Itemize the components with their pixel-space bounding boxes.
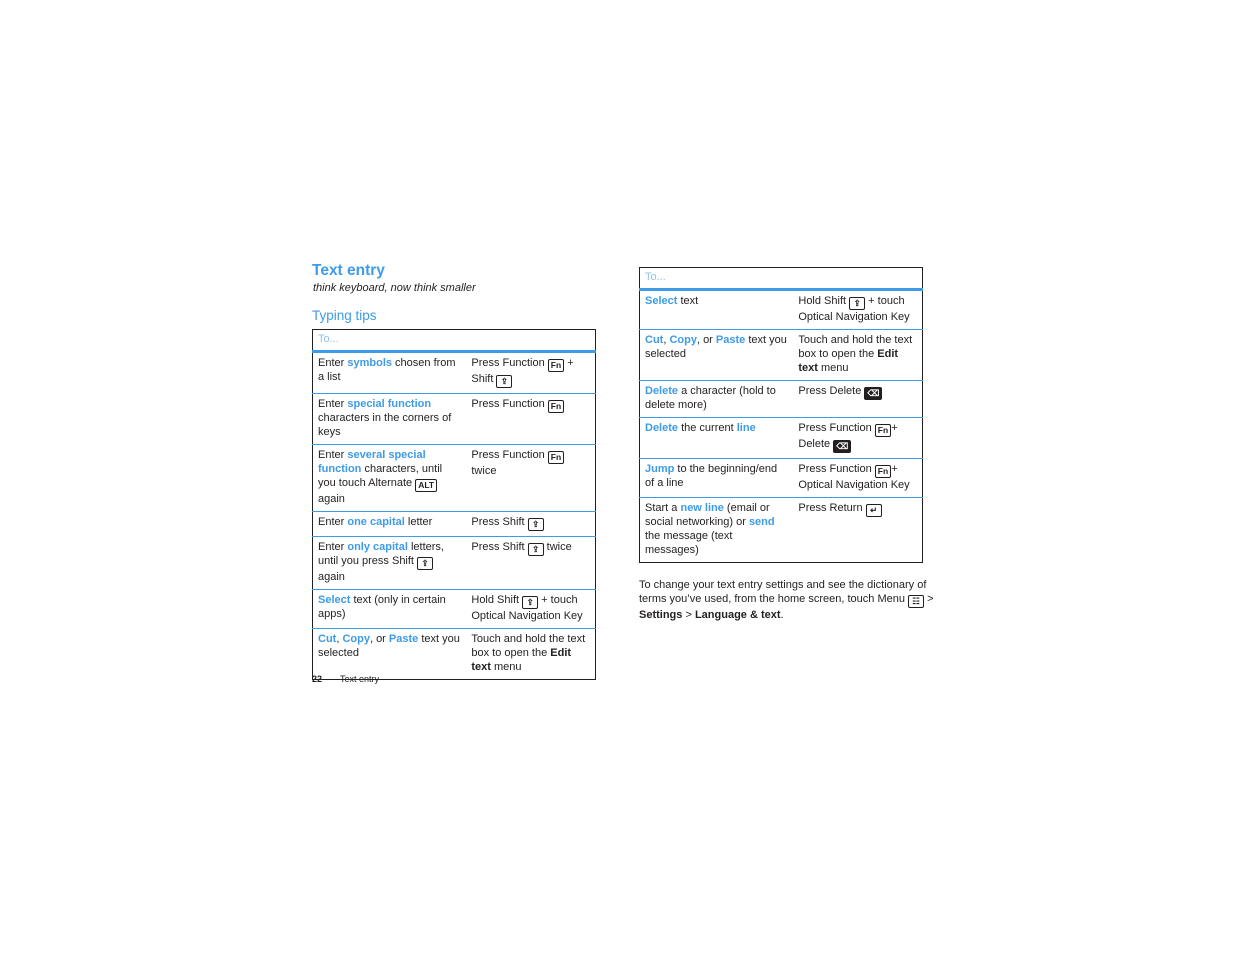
action-cell: Delete the current line	[640, 418, 794, 459]
keyword: Paste	[715, 334, 746, 346]
keyword: Copy	[342, 633, 370, 645]
table-row	[640, 418, 923, 459]
shift-key-icon: ⇪	[849, 297, 865, 310]
table-row	[640, 330, 923, 381]
method-cell: Press Function Fn + Delete ⌫	[793, 418, 922, 459]
action-cell: Enter only capital letters, until you press Shift ⇪ again	[313, 537, 467, 590]
delete-key-icon: ⌫	[833, 440, 851, 453]
shift-key-icon: ⇪	[496, 375, 512, 388]
method-cell: Press Function Fn + Shift ⇪	[471, 357, 574, 386]
delete-key-icon: ⌫	[864, 387, 882, 400]
function-key-icon: Fn	[548, 359, 564, 372]
action-cell: Delete a character (hold to delete more)	[640, 381, 794, 418]
keyword: Cut	[645, 334, 664, 346]
shift-key-icon: ⇪	[417, 557, 433, 570]
function-key-icon: Fn	[548, 400, 564, 413]
shift-key-icon: ⇪	[522, 596, 538, 609]
action-cell: Enter symbols chosen from a list	[318, 357, 456, 383]
keyword: special function	[347, 398, 432, 410]
keyword: Paste	[388, 633, 419, 645]
table-row	[313, 590, 596, 629]
keyword: Delete	[645, 422, 679, 434]
table-row	[313, 394, 596, 445]
table-header-row	[640, 268, 923, 290]
footer-section: Text entry	[340, 674, 380, 684]
table-row	[640, 498, 923, 563]
keyword: symbols	[347, 357, 392, 369]
table-header-label: To...	[640, 268, 923, 290]
method-cell: Press Function Fn + Optical Navigation Key	[793, 459, 922, 498]
action-cell: Jump to the beginning/end of a line	[640, 459, 794, 498]
alt-key-icon: ALT	[415, 479, 437, 492]
page-subtitle: think keyboard, now think smaller	[313, 282, 476, 294]
action-cell: Select text (only in certain apps)	[313, 590, 467, 629]
action-cell: Enter one capital letter	[313, 512, 467, 537]
typing-tips-table-right	[639, 267, 923, 563]
keyword: line	[736, 422, 756, 434]
method-cell: Press Return ↵	[793, 498, 922, 563]
keyword: one capital	[347, 516, 405, 528]
action-cell: Cut, Copy, or Paste text you selected	[640, 330, 794, 381]
action-cell: Select text	[645, 295, 699, 307]
return-key-icon: ↵	[866, 504, 882, 517]
action-cell: Enter special function characters in the corners of keys	[313, 394, 467, 445]
keyword: Delete	[645, 385, 679, 397]
method-cell: Press Shift ⇪	[466, 512, 595, 537]
keyword: send	[748, 516, 775, 528]
method-cell: Press Delete ⌫	[793, 381, 922, 418]
table-row	[313, 537, 596, 590]
language-text-label: Language & text	[694, 609, 781, 621]
shift-key-icon: ⇪	[528, 543, 544, 556]
keyword: Copy	[669, 334, 697, 346]
action-cell: Start a new line (email or social networking) or send the message (text messages)	[640, 498, 794, 563]
method-cell: Press Function Fn twice	[466, 445, 595, 512]
keyword: several special function	[318, 449, 426, 475]
action-cell: Cut, Copy, or Paste text you selected	[313, 629, 467, 680]
method-cell: Hold Shift ⇪ + touch Optical Navigation Key	[798, 295, 910, 323]
keyword: Select	[318, 594, 351, 606]
method-cell: Press Shift ⇪ twice	[466, 537, 595, 590]
page-title: Text entry	[312, 262, 385, 279]
settings-instructions: To change your text entry settings and see the dictionary of terms you’ve used, from the home screen, touch Menu ☷ > Settings > Language & text.	[639, 579, 934, 621]
keyword: Cut	[318, 633, 337, 645]
table-row	[313, 445, 596, 512]
table-row	[640, 290, 923, 330]
table-header-label: To...	[313, 330, 596, 352]
method-cell: Press Function Fn	[466, 394, 595, 445]
section-heading: Typing tips	[312, 308, 377, 323]
action-cell: Enter several special function characters, until you touch Alternate ALT again	[313, 445, 467, 512]
menu-icon: ☷	[908, 595, 924, 608]
method-cell: Hold Shift ⇪ + touch Optical Navigation Key	[466, 590, 595, 629]
table-header-row	[313, 330, 596, 352]
method-cell: Touch and hold the text box to open the Edit text menu	[466, 629, 595, 680]
keyword: Select	[645, 295, 678, 307]
page-footer	[312, 674, 379, 684]
function-key-icon: Fn	[875, 424, 891, 437]
page-number: 22	[312, 674, 323, 684]
table-row	[313, 512, 596, 537]
settings-label: Settings	[639, 609, 683, 621]
function-key-icon: Fn	[875, 465, 891, 478]
function-key-icon: Fn	[548, 451, 564, 464]
keyword: Jump	[645, 463, 675, 475]
keyword: only capital	[347, 541, 408, 553]
keyword: new line	[680, 502, 724, 514]
method-cell: Touch and hold the text box to open the Edit text menu	[793, 330, 922, 381]
table-row	[640, 459, 923, 498]
table-row	[313, 629, 596, 680]
typing-tips-table-left	[312, 329, 596, 680]
shift-key-icon: ⇪	[528, 518, 544, 531]
table-row	[640, 381, 923, 418]
table-row	[313, 352, 596, 394]
